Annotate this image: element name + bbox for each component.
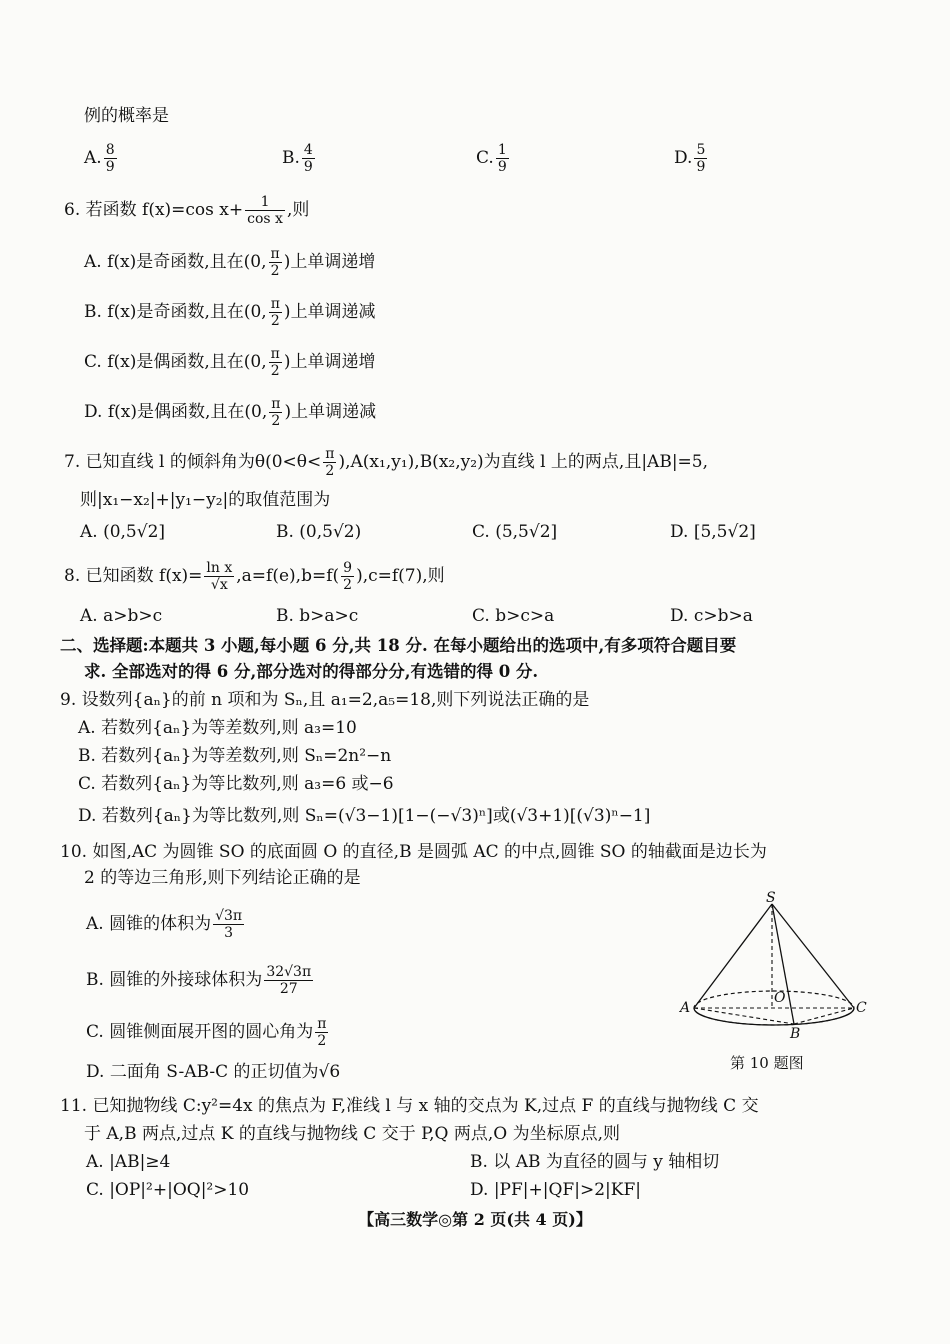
q9-option-b: B. 若数列{aₙ}为等差数列,则 Sₙ=2n²−n bbox=[78, 746, 392, 766]
q11-option-b: B. 以 AB 为直径的圆与 y 轴相切 bbox=[470, 1152, 720, 1172]
q5-option-c: C. $\frac{1}{9}$ bbox=[476, 142, 507, 175]
q5-option-b: B. $\frac{4}{9}$ bbox=[282, 142, 313, 175]
q8-option-c: C. b>c>a bbox=[472, 606, 555, 626]
cone-figure bbox=[676, 890, 876, 1050]
cone-label-c: C bbox=[856, 1000, 867, 1016]
q11-option-c: C. |OP|²+|OQ|²>10 bbox=[86, 1180, 250, 1200]
section2-heading-line2: 求. 全部选对的得 6 分,部分选对的得部分分,有选错的得 0 分. bbox=[84, 662, 539, 681]
q10-stem-line1: 10. 如图,AC 为圆锥 SO 的底面圆 O 的直径,B 是圆弧 AC 的中点,圆锥 SO 的轴截面是边长为 bbox=[60, 842, 767, 862]
cone-label-b: B bbox=[790, 1026, 801, 1042]
page-footer: 【高三数学◎第 2 页(共 4 页)】 bbox=[358, 1210, 592, 1229]
q5-option-d: D. $\frac{5}{9}$ bbox=[674, 142, 706, 175]
q9-option-a: A. 若数列{aₙ}为等差数列,则 a₃=10 bbox=[78, 718, 357, 738]
cone-label-s: S bbox=[766, 890, 776, 906]
q11-option-d: D. |PF|+|QF|>2|KF| bbox=[470, 1180, 641, 1200]
q10-option-b: B. 圆锥的外接球体积为 $\frac{32√3\pi}{27}$ bbox=[86, 964, 312, 997]
q6-option-a: A. f(x)是奇函数,且在(0, $\frac{\pi}{2}$ )上单调递增 bbox=[84, 246, 376, 279]
q7-option-a: A. (0,5√2] bbox=[80, 522, 166, 542]
q6-option-b: B. f(x)是奇函数,且在(0, $\frac{\pi}{2}$ )上单调递减 bbox=[84, 296, 376, 329]
q11-stem-line1: 11. 已知抛物线 C:y²=4x 的焦点为 F,准线 l 与 x 轴的交点为 K,过点 F 的直线与抛物线 C 交 bbox=[60, 1096, 759, 1116]
q8-option-a: A. a>b>c bbox=[80, 606, 163, 626]
q9-option-d: D. 若数列{aₙ}为等比数列,则 Sₙ=(√3−1)[1−(−√3)ⁿ]或(√3+1)[(√3)ⁿ−1] bbox=[78, 806, 651, 826]
q7-stem-line2: 则|x₁−x₂|+|y₁−y₂|的取值范围为 bbox=[80, 490, 331, 510]
q11-option-a: A. |AB|≥4 bbox=[86, 1152, 171, 1172]
q10-option-d: D. 二面角 S-AB-C 的正切值为√6 bbox=[86, 1062, 341, 1082]
q10-option-c: C. 圆锥侧面展开图的圆心角为 $\frac{\pi}{2}$ bbox=[86, 1016, 327, 1049]
q10-stem-line2: 2 的等边三角形,则下列结论正确的是 bbox=[84, 868, 361, 888]
section2-heading-line1: 二、选择题:本题共 3 小题,每小题 6 分,共 18 分. 在每小题给出的选项中,有多项符合题目要 bbox=[60, 636, 737, 655]
q8-option-d: D. c>b>a bbox=[670, 606, 753, 626]
q8-stem: 8. 已知函数 f(x)= $\frac{\text{ln x}}{√x}$ ,a=f(e),b=f( $\frac{9}{2}$ ),c=f(7),则 bbox=[64, 560, 445, 593]
q5-option-a: A. $\frac{8}{9}$ bbox=[84, 142, 115, 175]
q7-option-d: D. [5,5√2] bbox=[670, 522, 756, 542]
q6-option-c: C. f(x)是偶函数,且在(0, $\frac{\pi}{2}$ )上单调递增 bbox=[84, 346, 376, 379]
q6-stem: 6. 若函数 f(x)=cos x+ $\frac{1}{\text{cos x}}$ ,则 bbox=[64, 194, 310, 227]
q9-stem: 9. 设数列{aₙ}的前 n 项和为 Sₙ,且 a₁=2,a₅=18,则下列说法正确的是 bbox=[60, 690, 590, 710]
q11-stem-line2: 于 A,B 两点,过点 K 的直线与抛物线 C 交于 P,Q 两点,O 为坐标原点,则 bbox=[84, 1124, 620, 1144]
q7-option-c: C. (5,5√2] bbox=[472, 522, 558, 542]
q5-stem-tail: 例的概率是 bbox=[84, 106, 169, 126]
q8-option-b: B. b>a>c bbox=[276, 606, 359, 626]
q7-option-b: B. (0,5√2) bbox=[276, 522, 362, 542]
q6-option-d: D. f(x)是偶函数,且在(0, $\frac{\pi}{2}$ )上单调递减 bbox=[84, 396, 377, 429]
q9-option-c: C. 若数列{aₙ}为等比数列,则 a₃=6 或−6 bbox=[78, 774, 394, 794]
figure-caption: 第 10 题图 bbox=[730, 1054, 804, 1072]
cone-label-a: A bbox=[680, 1000, 691, 1016]
q10-option-a: A. 圆锥的体积为 $\frac{√3\pi}{3}$ bbox=[86, 908, 243, 941]
q7-stem-line1: 7. 已知直线 l 的倾斜角为θ(0<θ< $\frac{\pi}{2}$ ),A(x₁,y₁),B(x₂,y₂)为直线 l 上的两点,且|AB|=5, bbox=[64, 446, 709, 479]
cone-label-o: O bbox=[774, 990, 786, 1006]
